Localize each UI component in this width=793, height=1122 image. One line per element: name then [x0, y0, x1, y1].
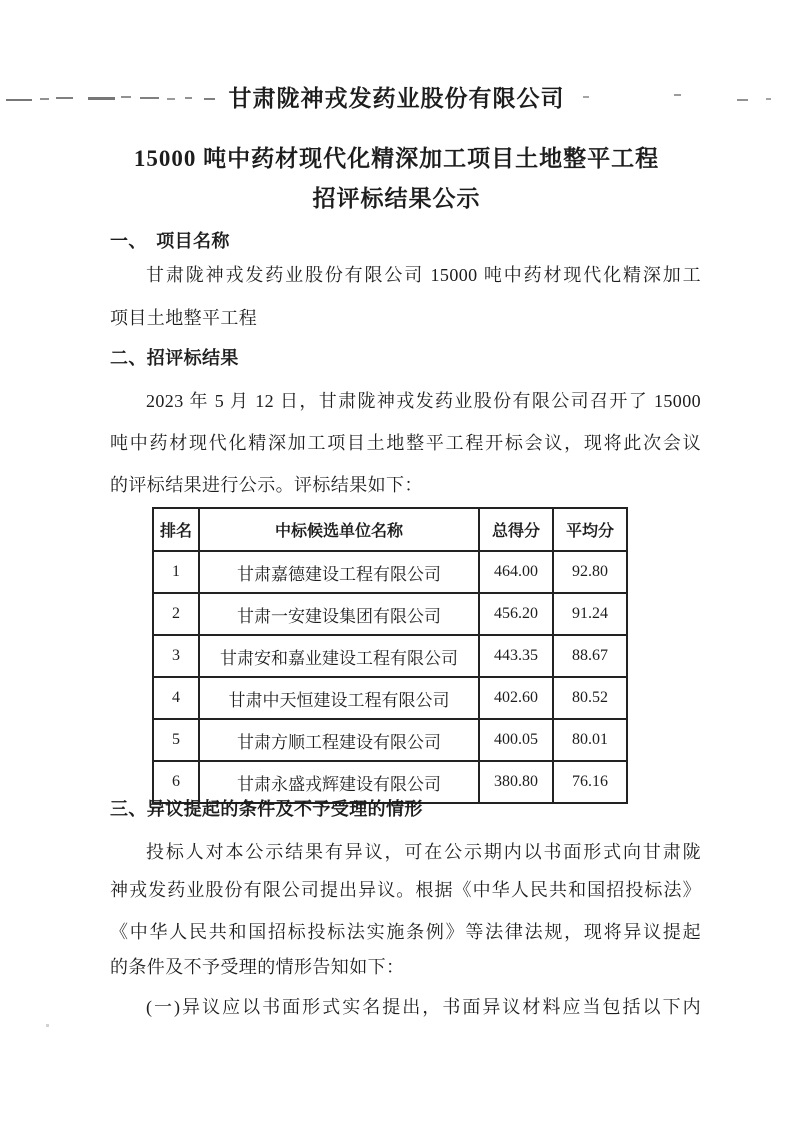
table-row [153, 719, 627, 761]
avg-score-cell: 92.80 [553, 551, 627, 593]
table-row [153, 677, 627, 719]
rank-cell: 1 [153, 551, 199, 593]
section3-paragraph-line1: 投标人对本公示结果有异议，可在公示期内以书面形式向甘肃陇 [146, 842, 701, 862]
section2-heading: 二、招评标结果 [110, 348, 239, 368]
total-score-cell: 402.60 [479, 677, 553, 719]
col-header-rank: 排名 [153, 508, 199, 551]
document-title-company: 甘肃陇神戎发药业股份有限公司 [228, 86, 565, 111]
rank-cell: 6 [153, 761, 199, 803]
table-row [153, 761, 627, 803]
section2-paragraph-line2: 吨中药材现代化精深加工项目土地整平工程开标会议，现将此次会议 [110, 433, 701, 453]
section3-paragraph-line2: 神戎发药业股份有限公司提出异议。根据《中华人民共和国招投标法》 [110, 880, 701, 900]
avg-score-cell: 91.24 [553, 593, 627, 635]
section2-paragraph-line3: 的评标结果进行公示。评标结果如下： [110, 475, 423, 495]
section1-paragraph-line1: 甘肃陇神戎发药业股份有限公司 15000 吨中药材现代化精深加工 [146, 265, 701, 285]
total-score-cell: 464.00 [479, 551, 553, 593]
section3-heading: 三、异议提起的条件及不予受理的情形 [110, 799, 423, 819]
company-name-cell: 甘肃安和嘉业建设工程有限公司 [199, 635, 479, 677]
company-name-cell: 甘肃方顺工程建设有限公司 [199, 719, 479, 761]
bid-result-table [152, 507, 628, 804]
total-score-cell: 443.35 [479, 635, 553, 677]
section3-paragraph-line3: 《中华人民共和国招标投标法实施条例》等法律法规，现将异议提起 [110, 922, 701, 942]
rank-cell: 3 [153, 635, 199, 677]
rank-cell: 5 [153, 719, 199, 761]
col-header-avg: 平均分 [553, 508, 627, 551]
total-score-cell: 456.20 [479, 593, 553, 635]
avg-score-cell: 80.52 [553, 677, 627, 719]
col-header-total: 总得分 [479, 508, 553, 551]
avg-score-cell: 76.16 [553, 761, 627, 803]
avg-score-cell: 88.67 [553, 635, 627, 677]
company-name-cell: 甘肃永盛戎辉建设有限公司 [199, 761, 479, 803]
table-header-row [153, 508, 627, 551]
section1-heading: 一、 项目名称 [110, 231, 230, 251]
section3-paragraph-line5: (一)异议应以书面形式实名提出，书面异议材料应当包括以下内 [146, 997, 701, 1017]
table-row [153, 593, 627, 635]
table-row [153, 551, 627, 593]
rank-cell: 4 [153, 677, 199, 719]
section1-paragraph-line2: 项目土地整平工程 [110, 308, 258, 328]
company-name-cell: 甘肃嘉德建设工程有限公司 [199, 551, 479, 593]
total-score-cell: 380.80 [479, 761, 553, 803]
document-title-project: 15000 吨中药材现代化精深加工项目土地整平工程 [133, 146, 660, 171]
table-row [153, 635, 627, 677]
document-title-announcement: 招评标结果公示 [312, 186, 481, 211]
company-name-cell: 甘肃中天恒建设工程有限公司 [199, 677, 479, 719]
avg-score-cell: 80.01 [553, 719, 627, 761]
company-name-cell: 甘肃一安建设集团有限公司 [199, 593, 479, 635]
section2-paragraph-line1: 2023 年 5 月 12 日，甘肃陇神戎发药业股份有限公司召开了 15000 [146, 391, 701, 411]
section3-paragraph-line4: 的条件及不予受理的情形告知如下： [110, 957, 405, 977]
col-header-name: 中标候选单位名称 [199, 508, 479, 551]
total-score-cell: 400.05 [479, 719, 553, 761]
rank-cell: 2 [153, 593, 199, 635]
